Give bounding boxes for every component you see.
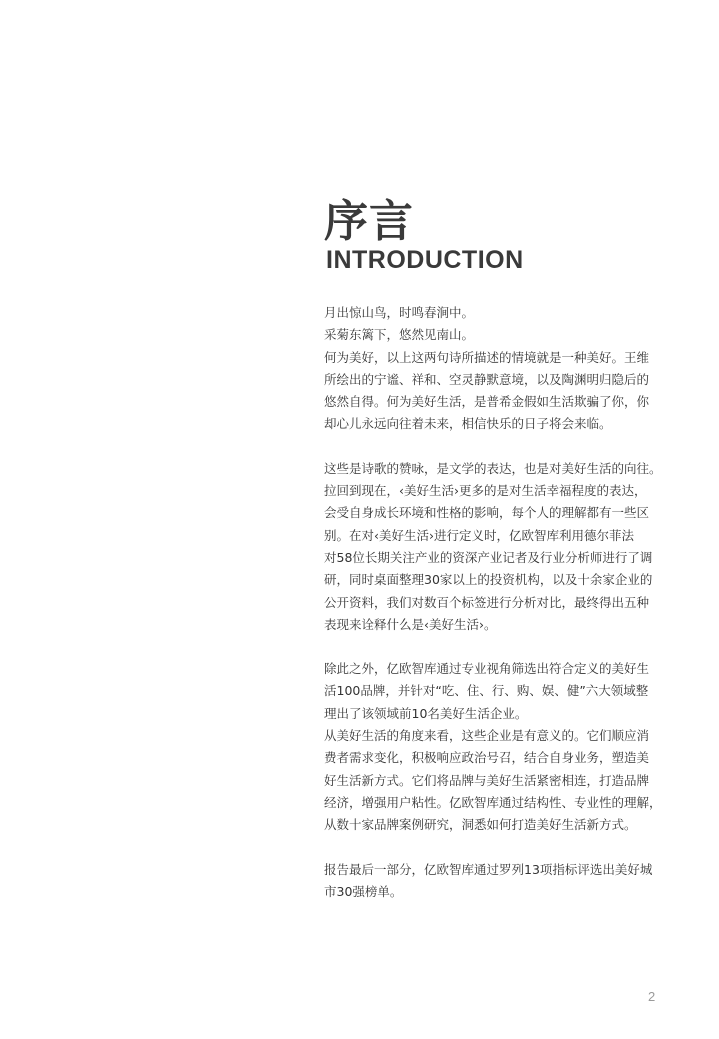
text-line: 好生活新方式。它们将品牌与美好生活紧密相连，打造品牌 [324,772,650,788]
paragraph [324,658,662,836]
text-line: 理出了该领域前10名美好生活企业。 [324,705,528,721]
text-line: 却心儿永远向往着未来，相信快乐的日子将会来临。 [324,416,612,432]
text-line: 采菊东篱下，悠然见南山。 [324,327,475,343]
text-line: 活100品牌，并针对“吃、住、行、购、娱、健”六大领域整 [324,683,649,699]
text-line: 拉回到现在，‹美好生活›更多的是对生活幸福程度的表达， [324,483,647,499]
text-line: 会受自身成长环境和性格的影响，每个人的理解都有一些区 [324,505,650,521]
text-line: 表现来诠释什么是‹美好生活›。 [324,616,497,632]
paragraph [324,302,656,436]
text-line: 公开资料，我们对数百个标签进行分析对比，最终得出五种 [324,594,650,610]
text-line: 研，同时桌面整理30家以上的投资机构，以及十余家企业的 [324,572,653,588]
text-line: 从美好生活的角度来看，这些企业是有意义的。它们顺应消 [324,728,650,744]
text-line: 除此之外，亿欧智库通过专业视角筛选出符合定义的美好生 [324,661,650,677]
text-line: 月出惊山鸟，时鸣春涧中。 [324,305,475,320]
paragraph [324,859,656,904]
text-line: 所绘出的宁谧、祥和、空灵静默意境，以及陶渊明归隐后的 [324,371,650,387]
text-line: 经济，增强用户粘性。亿欧智库通过结构性、专业性的理解， [324,794,662,810]
text-line: 悠然自得。何为美好生活，是普希金假如生活欺骗了你，你 [324,394,650,410]
text-line: 何为美好，以上这两句诗所描述的情境就是一种美好。王维 [324,349,650,365]
text-line: 费者需求变化，积极响应政治号召，结合自身业务，塑造美 [324,750,650,766]
text-line: 市30强榜单。 [324,883,403,899]
introduction-body [324,302,662,925]
paragraph [324,458,662,636]
text-line: 从数十家品牌案例研究，洞悉如何打造美好生活新方式。 [324,817,637,833]
page-title: 序言 [324,196,414,247]
text-line: 别。在对‹美好生活›进行定义时，亿欧智库利用德尔菲法 [324,527,634,543]
text-line: 报告最后一部分，亿欧智库通过罗列13项指标评选出美好城 [324,861,653,877]
text-line: 这些是诗歌的赞咏，是文学的表达，也是对美好生活的向往。 [324,460,662,476]
page-subtitle: INTRODUCTION [326,246,524,274]
text-line: 对58位长期关注产业的资深产业记者及行业分析师进行了调 [324,549,653,565]
page-number: 2 [648,989,656,1004]
